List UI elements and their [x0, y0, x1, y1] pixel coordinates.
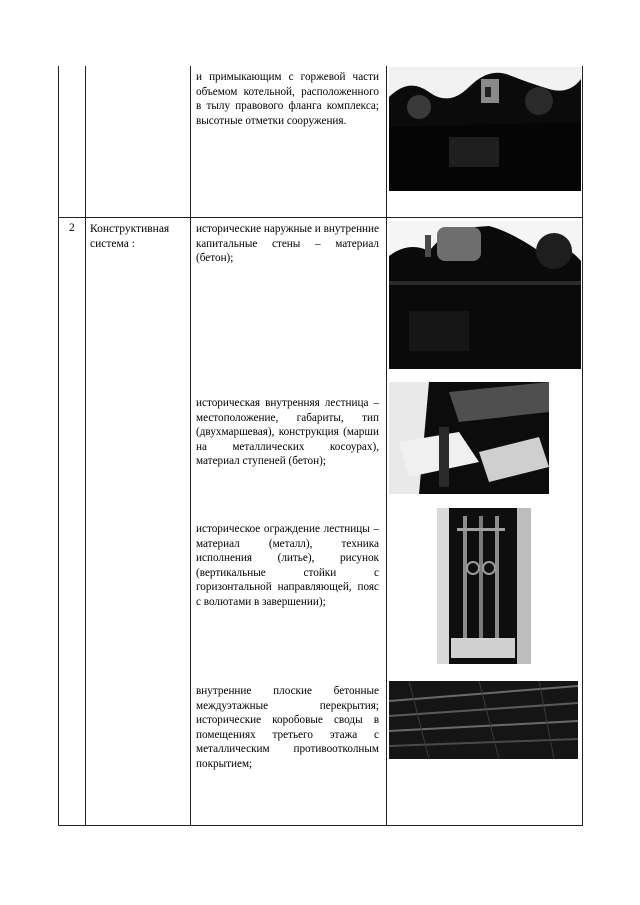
row-number: 2: [69, 222, 75, 234]
ceiling-vaults-image: [389, 681, 578, 759]
table-divider-col3: [386, 66, 387, 826]
walls-image: [389, 221, 581, 369]
railing-photo: [437, 508, 531, 664]
staircase-image: [389, 382, 549, 494]
table-border-right: [582, 66, 583, 826]
item-railing-description: историческое ограждение лестницы – материал (металл), техника исполнения (литье), рисунок (вертикальные стойки с горизонтальной направляющей, пояс с волютами в завершении);: [196, 523, 379, 608]
building-exterior-image: [389, 67, 581, 191]
railing-image: [437, 508, 531, 664]
staircase-photo: [389, 382, 549, 494]
table-divider-col2: [190, 66, 191, 826]
row-top-description: и примыкающим с горжевой части объемом котельной, расположенного в тылу правового фланга комплекса; высотные отметки сооружения.: [196, 71, 379, 127]
walls-photo: [389, 221, 581, 369]
table-border-bottom: [58, 825, 583, 826]
building-exterior-photo: [389, 67, 581, 191]
item-floors-vaults-description: внутренние плоские бетонные междуэтажные перекрытия; исторические коробовые своды в помещениях третьего этажа с металлическим противоотколным покрытием;: [196, 685, 379, 770]
ceiling-vaults-photo: [389, 681, 578, 759]
table-row-divider: [58, 217, 583, 218]
item-staircase-description: историческая внутренняя лестница – местоположение, габариты, тип (двухмаршевая), конструкция (марши на металлических косоурах), материал ступеней (бетон);: [196, 397, 379, 468]
table-divider-col1: [85, 66, 86, 826]
system-label: Конструктивная система :: [90, 223, 170, 250]
item-walls-description: исторические наружные и внутренние капитальные стены – материал (бетон);: [196, 223, 379, 265]
table-border-left: [58, 66, 59, 826]
